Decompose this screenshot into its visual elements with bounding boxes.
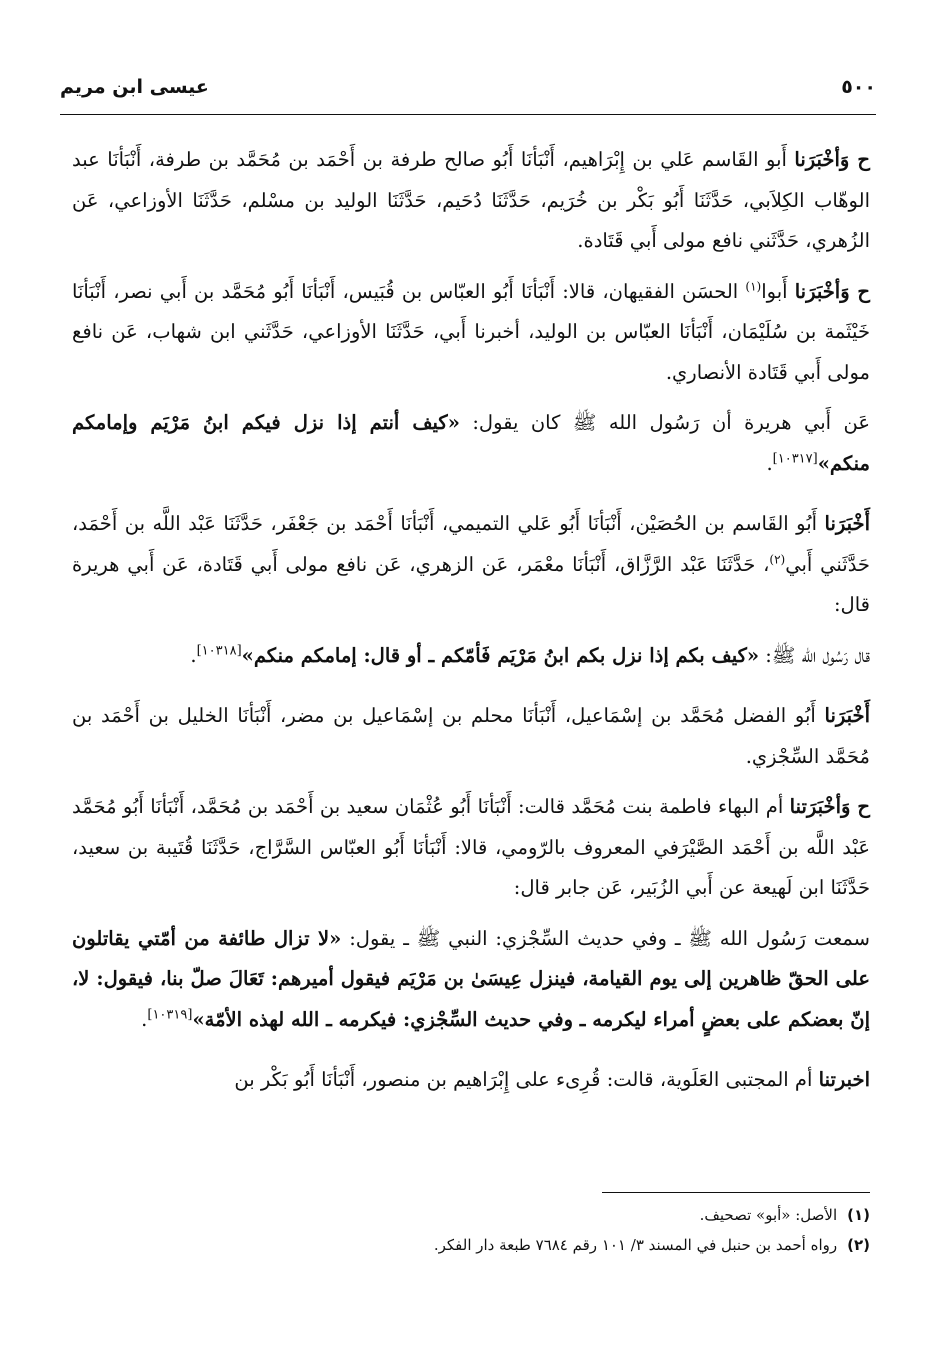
running-title: عيسى ابن مريم xyxy=(60,76,209,98)
chain-keyword: أَخْبَرَنا xyxy=(824,512,870,535)
chain-keyword: ح وَأخْبَرَتنا xyxy=(789,795,870,818)
footnote-text: الأصل: «أبو» تصحيف. xyxy=(699,1206,838,1224)
chain-text: الحسَن الفقيهان، قالا: أَنْبَأنَا أَبُو العبّاس بن قُبَيس، أَنْبَأنَا أَبُو مُحَمَّد بن أَبي نصر، أَنْبَأنَا خَيْثَمة بن سُلَيْمَان، أَنْبَأنَا العبّاس بن الوليد، أخبرنا أَبي، حَدَّثَنَا الأوزاعي، حَدَّثَني ابن شهاب، عَن نافع مولى أَبي قَتَادة الأنصاري. xyxy=(72,279,870,384)
chain-text: ، حَدَّثَنَا عَبْد الرَّزَّاق، أَنْبَأنَا معْمَر، عَن الزهري، عَن نافع مولى أَبي قَتَادة، عَن أَبي هريرة قال: xyxy=(72,552,870,616)
paragraph-9 xyxy=(72,1060,870,1101)
end-mark: . xyxy=(141,1007,148,1031)
paragraph-7 xyxy=(72,787,870,909)
footnote-mark: (٢) xyxy=(769,552,786,566)
chain-keyword: ح وَأخْبَرَنا xyxy=(794,279,870,303)
hadith-text: «لا تزال طائفة من أمّتي يقاتلون على الحقّ ظاهرين إلى يوم القيامة، فينزل عِيسَىٰ بن مَرْيَم فيقول أميرهم: تَعَالَ صلّ بنا، فيقول: لا، إنّ بعضكم على بعضٍ أمراء ليكرمه ـ وفي حديث السِّجْزي: فيكرمه ـ الله لهذه الأمّة» xyxy=(72,926,870,1031)
footnote-2 xyxy=(72,1230,870,1260)
chain-text: أَبو القَاسم عَلي بن إِبْرَاهيم، أَنْبَأنَا أَبُو صالح طرفة بن أَحْمَد بن مُحَمَّد بن طرفة، أَنْبَأنَا عبد الوهّاب الكِلاَبي، حَدَّثَنَا أَبُو بَكْر بن خُرَيم، حَدَّثَنَا دُحَيم، حَدَّثَنَا الوليد بن مسْلم، حَدَّثَنَا الأوزاعي، عَن الزُهري، حَدَّثَني نافع مولى أَبي قَتَادة. xyxy=(72,148,870,252)
paragraph-8 xyxy=(72,919,870,1041)
paragraph-4 xyxy=(72,504,870,626)
footnote-1 xyxy=(72,1200,870,1230)
chain-keyword: اخبرتنا xyxy=(818,1068,870,1091)
footnotes xyxy=(72,1200,870,1260)
page-number: ٥٠٠ xyxy=(841,76,876,98)
chain-text: أم البهاء فاطمة بنت مُحَمَّد قالت: أَنْبَأنَا أَبُو عُثْمَان سعيد بن أَحْمَد بن مُحَمَّد، أَنْبَأنَا أَبُو مُحَمَّد عَبْد اللَّه بن أَحْمَد الصَّيْرَفي المعروف بالرّومي، قالا: أَنْبَأنَا أَبُو العبّاس السَّرَّاج، حَدَّثَنَا قُتَيبة بن سعيد، حَدَّثَنَا ابن لَهيعة عن أَبي الزُبَير، عَن جابر قال: xyxy=(72,795,870,899)
footnote-mark: (١) xyxy=(745,279,762,293)
hadith-number: [١٠٣١٩] xyxy=(147,1007,193,1022)
chain-keyword: ح وَأخْبَرَنا xyxy=(794,148,870,171)
end-mark: . xyxy=(766,451,773,475)
header-rule xyxy=(60,114,876,115)
chain-text: أَبُو الفضل مُحَمَّد بن إسْمَاعيل، أَنْبَأنَا محلم بن إسْمَاعيل بن مضر، أَنْبَأنَا الخليل بن أَحْمَد بن مُحَمَّد السِّجْزي. xyxy=(72,704,870,768)
hadith-intro: قال رَسُول الله ﷺ: xyxy=(759,643,870,667)
hadith-text: «كيف أنتم إذا نزل فيكم ابنُ مَرْيَم وإمامكم منكم» xyxy=(72,411,870,475)
footnote-separator xyxy=(602,1192,870,1193)
hadith-intro: سمعت رَسُول الله ﷺ ـ وفي حديث السِّجْزي: النبي ﷺ ـ يقول: xyxy=(341,926,870,950)
paragraph-3 xyxy=(72,403,870,484)
hadith-intro: عَن أَبي هريرة أن رَسُول الله ﷺ كان يقول: xyxy=(459,411,870,434)
footnote-number: (٢) xyxy=(847,1236,870,1254)
main-text xyxy=(72,140,870,1111)
footnote-text: رواه أحمد بن حنبل في المسند ٣/ ١٠١ رقم ٧٦٨٤ طبعة دار الفكر. xyxy=(433,1236,838,1254)
chain-keyword: أَخْبَرَنا xyxy=(824,704,870,727)
hadith-text: «كيف بكم إذا نزل بكم ابنُ مَرْيَم فَأمّكم ـ أو قال: إمامكم منكم» xyxy=(241,643,760,667)
end-mark: . xyxy=(190,643,197,667)
footnote-number: (١) xyxy=(847,1206,870,1224)
hadith-number: [١٠٣١٧] xyxy=(772,451,818,466)
hadith-number: [١٠٣١٨] xyxy=(196,643,242,658)
chain-text: أَبوا xyxy=(761,279,795,303)
paragraph-1 xyxy=(72,140,870,262)
paragraph-2 xyxy=(72,272,870,394)
paragraph-5 xyxy=(72,636,870,677)
paragraph-6 xyxy=(72,696,870,777)
chain-text: أَبُو القَاسم بن الحُصَيْن، أَنْبَأنَا أَبُو عَلي التميمي، أَنْبَأنَا أَحْمَد بن جَعْفَر، حَدَّثَنَا عَبْد اللَّه بن أَحْمَد، حَدَّثَني أَبي xyxy=(72,512,870,576)
page-header xyxy=(60,76,876,112)
chain-text: أم المجتبى العَلَوية، قالت: قُرِىء على إِبْرَاهيم بن منصور، أَنْبَأنَا أَبُو بَكْر بن xyxy=(234,1068,819,1091)
